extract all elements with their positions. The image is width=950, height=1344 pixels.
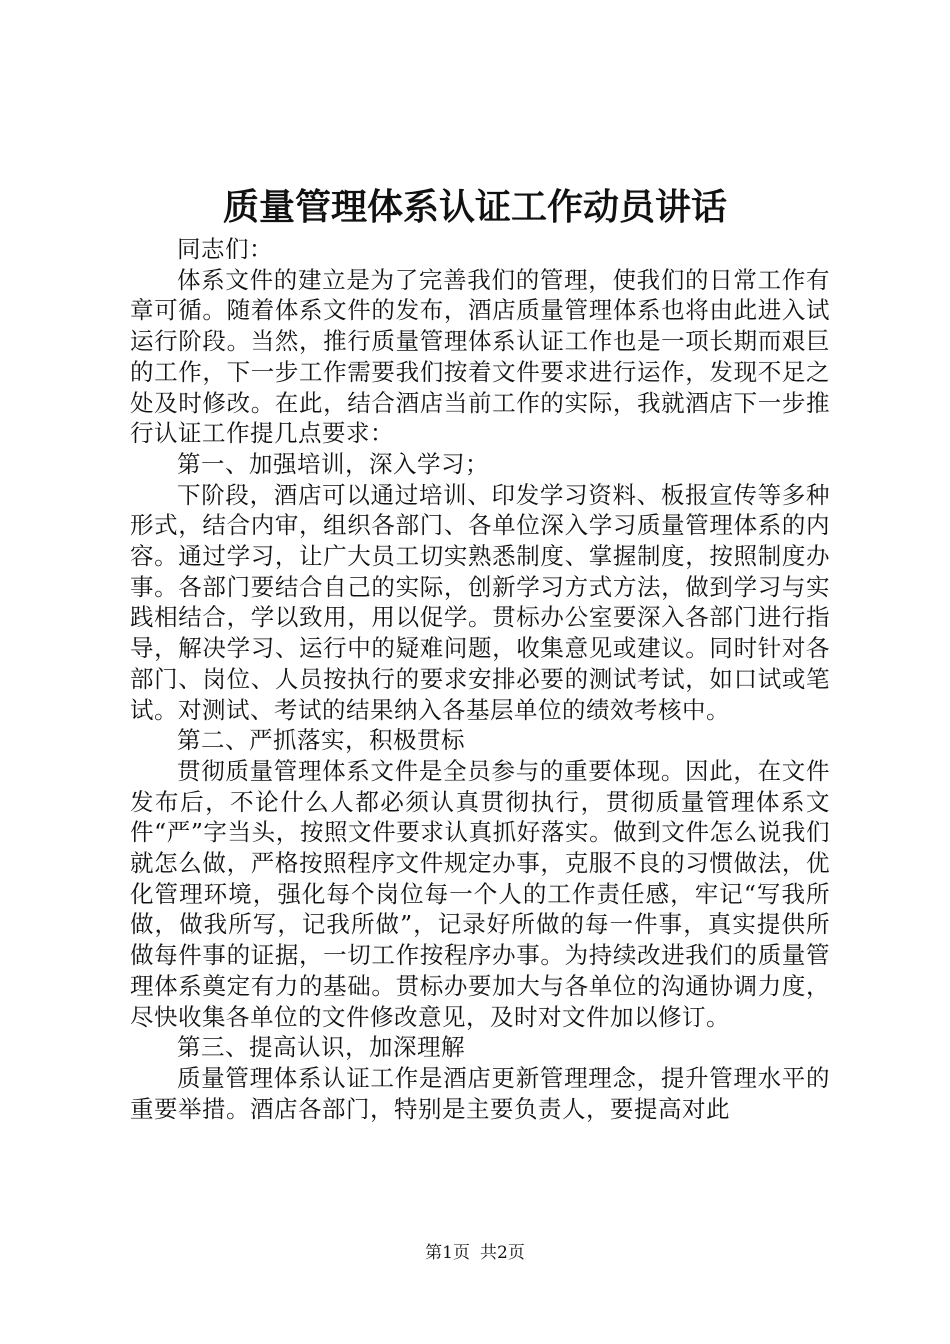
- page-footer: [0, 1241, 950, 1265]
- salutation: 同志们：: [177, 235, 273, 263]
- page-total: 共2页: [480, 1243, 525, 1263]
- paragraph-intro: 体系文件的建立是为了完善我们的管理，使我们的日常工作有章可循。随着体系文件的发布，酒店质量管理体系也将由此进入试运行阶段。当然，推行质量管理体系认证工作也是一项长期而艰巨的工作，下一步工作需要我们按着文件要求进行运作，发现不足之处及时修改。在此，结合酒店当前工作的实际，我就酒店下一步推行认证工作提几点要求：: [130, 265, 830, 448]
- section-heading-1: 第一、加强培训，深入学习；: [177, 449, 489, 478]
- document-title: 质量管理体系认证工作动员讲话: [222, 187, 727, 228]
- document-body: [130, 234, 830, 1124]
- section-heading-3: 第三、提高认识，加深理解: [177, 1033, 465, 1062]
- section-heading-2: 第二、严抓落实，积极贯标: [177, 726, 465, 755]
- paragraph-section-2: 贯彻质量管理体系文件是全员参与的重要体现。因此，在文件发布后，不论什么人都必须认真贯彻执行，贯彻质量管理体系文件“严”字当头，按照文件要求认真抓好落实。做到文件怎么说我们就怎么做，严格按照程序文件规定办事，克服不良的习惯做法，优化管理环境，强化每个岗位每一个人的工作责任感，牢记“写我所做，做我所写，记我所做”，记录好所做的每一件事，真实提供所做每件事的证据，一切工作按程序办事。为持续改进我们的质量管理体系奠定有力的基础。贯标办要加大与各单位的沟通协调力度，尽快收集各单位的文件修改意见，及时对文件加以修订。: [130, 756, 830, 1031]
- page-number: 第1页: [425, 1243, 470, 1263]
- paragraph-section-3: 质量管理体系认证工作是酒店更新管理理念，提升管理水平的重要举措。酒店各部门，特别是主要负责人，要提高对此: [130, 1063, 830, 1123]
- paragraph-section-1: 下阶段，酒店可以通过培训、印发学习资料、板报宣传等多种形式，结合内审，组织各部门、各单位深入学习质量管理体系的内容。通过学习，让广大员工切实熟悉制度、掌握制度，按照制度办事。各部门要结合自己的实际，创新学习方式方法，做到学习与实践相结合，学以致用，用以促学。贯标办公室要深入各部门进行指导，解决学习、运行中的疑难问题，收集意见或建议。同时针对各部门、岗位、人员按执行的要求安排必要的测试考试，如口试或笔试。对测试、考试的结果纳入各基层单位的绩效考核中。: [130, 480, 830, 724]
